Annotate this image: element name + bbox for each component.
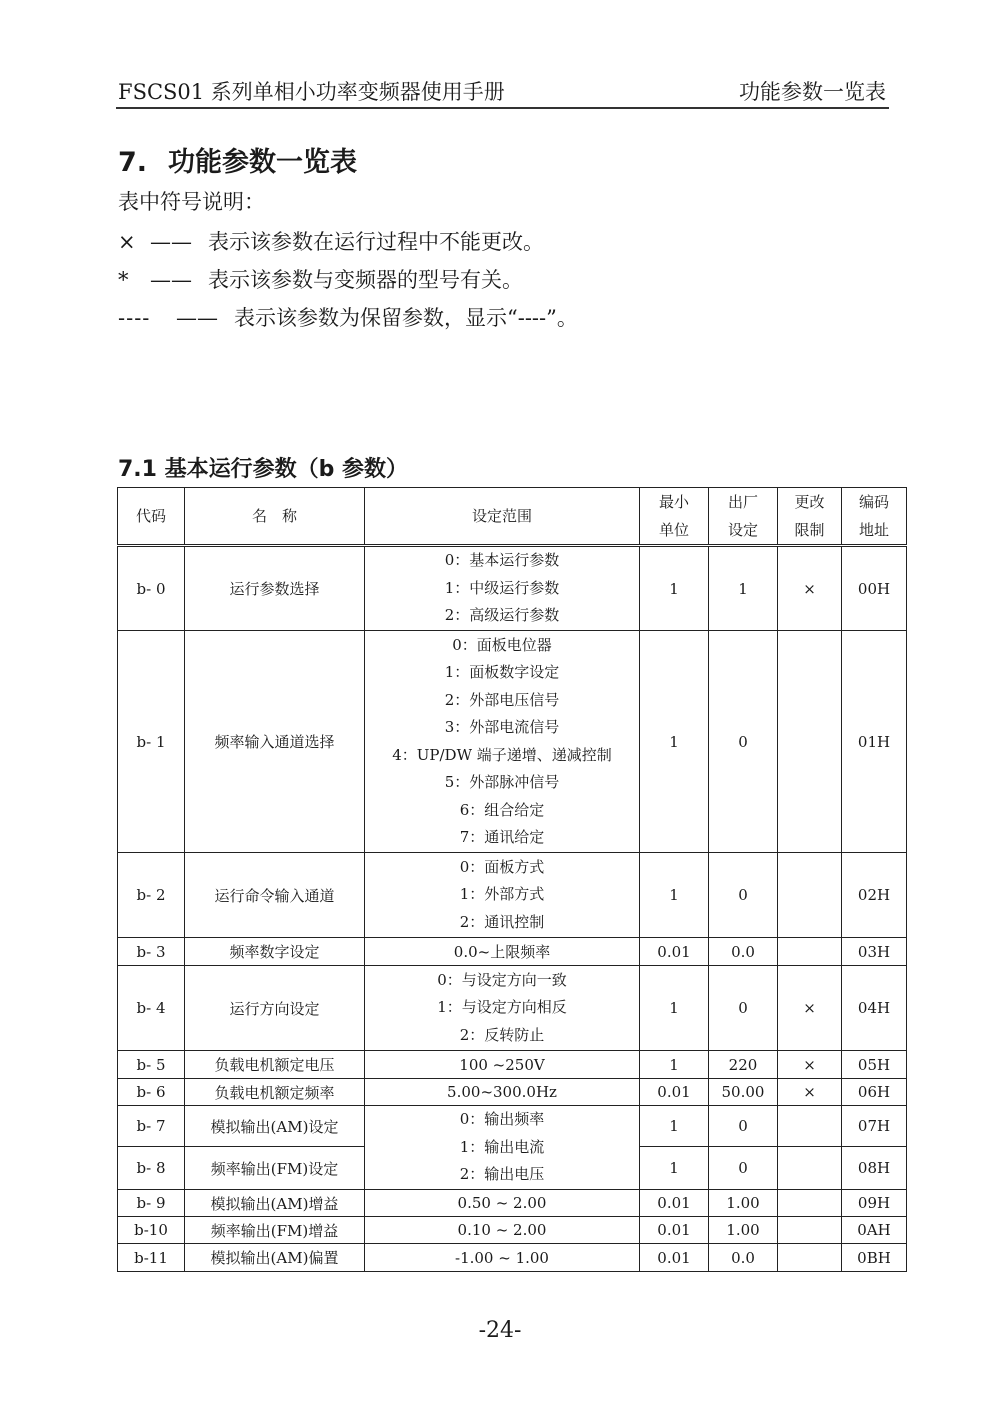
cell-factory-default: 0.0 (709, 1244, 778, 1272)
table-row (118, 1106, 907, 1147)
cell-factory-default: 0 (709, 1106, 778, 1147)
cell-address: 01H (842, 631, 907, 853)
cell-code: b- 6 (118, 1079, 185, 1106)
cell-name: 运行方向设定 (185, 966, 365, 1051)
cell-code: b-11 (118, 1244, 185, 1272)
legend-item (118, 302, 578, 332)
cell-change-limit: × (778, 546, 842, 631)
range-option: 1：与设定方向相反 (437, 998, 567, 1017)
range-option: 2：通讯控制 (459, 912, 545, 931)
cell-name: 负载电机额定电压 (185, 1051, 365, 1079)
legend-dash: —— (150, 230, 192, 254)
cell-min-unit: 0.01 (640, 1079, 709, 1106)
cell-min-unit: 1 (640, 546, 709, 631)
cell-factory-default: 50.00 (709, 1079, 778, 1106)
cell-factory-default: 0 (709, 853, 778, 938)
table-row (118, 1244, 907, 1272)
cell-name: 频率数字设定 (185, 938, 365, 966)
range-option: 0：基本运行参数 (444, 551, 560, 570)
cell-change-limit: × (778, 966, 842, 1051)
cell-factory-default: 1.00 (709, 1190, 778, 1217)
cell-name: 运行命令输入通道 (185, 853, 365, 938)
col-header-min-unit: 最小 单位 (640, 488, 709, 546)
legend-symbol: * (118, 268, 129, 292)
col-header-change-limit: 更改 限制 (778, 488, 842, 546)
cell-address: 0BH (842, 1244, 907, 1272)
cell-range: 0.0~上限频率 (365, 938, 640, 966)
range-option: 4：UP/DW 端子递增、递减控制 (392, 745, 612, 764)
cell-address: 00H (842, 546, 907, 631)
cell-address: 08H (842, 1147, 907, 1190)
cell-min-unit: 1 (640, 853, 709, 938)
header-manual-title: FSCS01 系列单相小功率变频器使用手册 (118, 80, 505, 104)
cell-code: b- 2 (118, 853, 185, 938)
legend-text: 表示该参数为保留参数，显示“----”。 (234, 306, 578, 330)
cell-code: b- 1 (118, 631, 185, 853)
cell-range: -1.00 ~ 1.00 (365, 1244, 640, 1272)
table-row (118, 853, 907, 938)
cell-factory-default: 0 (709, 631, 778, 853)
parameter-table (117, 487, 907, 1272)
col-header-name: 名 称 (185, 488, 365, 546)
legend-item (118, 226, 544, 256)
cell-change-limit: × (778, 1079, 842, 1106)
cell-name: 模拟输出(AM)增益 (185, 1190, 365, 1217)
cell-range (365, 853, 640, 938)
cell-address: 0AH (842, 1217, 907, 1244)
cell-change-limit (778, 1190, 842, 1217)
cell-code: b- 9 (118, 1190, 185, 1217)
cell-min-unit: 1 (640, 1147, 709, 1190)
legend-dash: —— (176, 306, 218, 330)
cell-name: 模拟输出(AM)设定 (185, 1106, 365, 1147)
cell-range: 0.50 ~ 2.00 (365, 1190, 640, 1217)
cell-factory-default: 1.00 (709, 1217, 778, 1244)
table-row (118, 1217, 907, 1244)
cell-range (365, 631, 640, 853)
legend-dash: —— (150, 268, 192, 292)
cell-code: b-10 (118, 1217, 185, 1244)
table-row (118, 1190, 907, 1217)
cell-address: 06H (842, 1079, 907, 1106)
table-row (118, 1051, 907, 1079)
cell-name: 频率输出(FM)设定 (185, 1147, 365, 1190)
cell-name: 运行参数选择 (185, 546, 365, 631)
cell-address: 05H (842, 1051, 907, 1079)
header-chapter-title: 功能参数一览表 (739, 80, 886, 104)
cell-address: 04H (842, 966, 907, 1051)
col-header-address: 编码 地址 (842, 488, 907, 546)
cell-factory-default: 1 (709, 546, 778, 631)
col-header-factory-default: 出厂 设定 (709, 488, 778, 546)
cell-min-unit: 0.01 (640, 1190, 709, 1217)
table-header-row (118, 488, 907, 546)
table-row (118, 938, 907, 966)
cell-code: b- 3 (118, 938, 185, 966)
legend-text: 表示该参数与变频器的型号有关。 (208, 268, 523, 292)
range-option: 0：与设定方向一致 (437, 970, 567, 989)
cell-address: 09H (842, 1190, 907, 1217)
cell-change-limit (778, 938, 842, 966)
cell-address: 07H (842, 1106, 907, 1147)
range-option: 2：反转防止 (459, 1025, 545, 1044)
cell-name: 频率输入通道选择 (185, 631, 365, 853)
range-option: 7：通讯给定 (459, 828, 545, 846)
legend-intro: 表中符号说明： (118, 190, 265, 214)
legend-text: 表示该参数在运行过程中不能更改。 (208, 230, 544, 254)
cell-code: b- 5 (118, 1051, 185, 1079)
range-option: 1：外部方式 (459, 885, 545, 904)
cell-code: b- 0 (118, 546, 185, 631)
page-number: -24- (478, 1318, 522, 1343)
range-option: 2：外部电压信号 (444, 690, 560, 709)
table-row (118, 546, 907, 631)
cell-change-limit (778, 1244, 842, 1272)
cell-code: b- 4 (118, 966, 185, 1051)
range-option: 5：外部脉冲信号 (444, 773, 560, 791)
cell-min-unit: 0.01 (640, 1244, 709, 1272)
section-number: 7. (118, 147, 148, 178)
legend-item (118, 264, 523, 294)
cell-min-unit: 0.01 (640, 1217, 709, 1244)
cell-change-limit: × (778, 1051, 842, 1079)
cell-code: b- 8 (118, 1147, 185, 1190)
cell-change-limit (778, 853, 842, 938)
header-divider (116, 107, 889, 109)
range-option: 6：组合给定 (459, 800, 545, 819)
range-option: 0：面板方式 (459, 857, 545, 876)
table-row (118, 966, 907, 1051)
col-header-range: 设定范围 (365, 488, 640, 546)
cell-range (365, 546, 640, 631)
cell-name: 频率输出(FM)增益 (185, 1217, 365, 1244)
range-option: 3：外部电流信号 (444, 718, 560, 736)
cell-min-unit: 1 (640, 1106, 709, 1147)
section-title: 功能参数一览表 (168, 147, 357, 178)
cell-address: 02H (842, 853, 907, 938)
cell-factory-default: 0 (709, 1147, 778, 1190)
cell-range: 100 ~250V (365, 1051, 640, 1079)
legend-symbol: × (118, 230, 136, 254)
range-option: 1：中级运行参数 (444, 578, 560, 597)
range-option: 1：输出电流 (459, 1137, 545, 1156)
cell-code: b- 7 (118, 1106, 185, 1147)
cell-range: 5.00~300.0Hz (365, 1079, 640, 1106)
cell-range-shared (365, 1106, 640, 1190)
cell-change-limit (778, 1147, 842, 1190)
cell-address: 03H (842, 938, 907, 966)
cell-name: 负载电机额定频率 (185, 1079, 365, 1106)
cell-min-unit: 1 (640, 966, 709, 1051)
cell-name: 模拟输出(AM)偏置 (185, 1244, 365, 1272)
cell-change-limit (778, 1217, 842, 1244)
col-header-code: 代码 (118, 488, 185, 546)
subsection-title: 7.1 基本运行参数（b 参数） (118, 457, 409, 482)
cell-factory-default: 0 (709, 966, 778, 1051)
cell-change-limit (778, 1106, 842, 1147)
cell-change-limit (778, 631, 842, 853)
cell-min-unit: 0.01 (640, 938, 709, 966)
range-option: 0：面板电位器 (452, 635, 552, 654)
table-row (118, 631, 907, 853)
cell-factory-default: 0.0 (709, 938, 778, 966)
legend-symbol: ---- (118, 306, 151, 330)
cell-factory-default: 220 (709, 1051, 778, 1079)
cell-range (365, 966, 640, 1051)
range-option: 2：输出电压 (459, 1165, 545, 1184)
cell-range: 0.10 ~ 2.00 (365, 1217, 640, 1244)
cell-min-unit: 1 (640, 631, 709, 853)
table-row (118, 1079, 907, 1106)
section-heading (118, 140, 357, 179)
range-option: 0：输出频率 (459, 1110, 545, 1129)
cell-min-unit: 1 (640, 1051, 709, 1079)
range-option: 1：面板数字设定 (444, 663, 560, 681)
range-option: 2：高级运行参数 (444, 606, 560, 625)
